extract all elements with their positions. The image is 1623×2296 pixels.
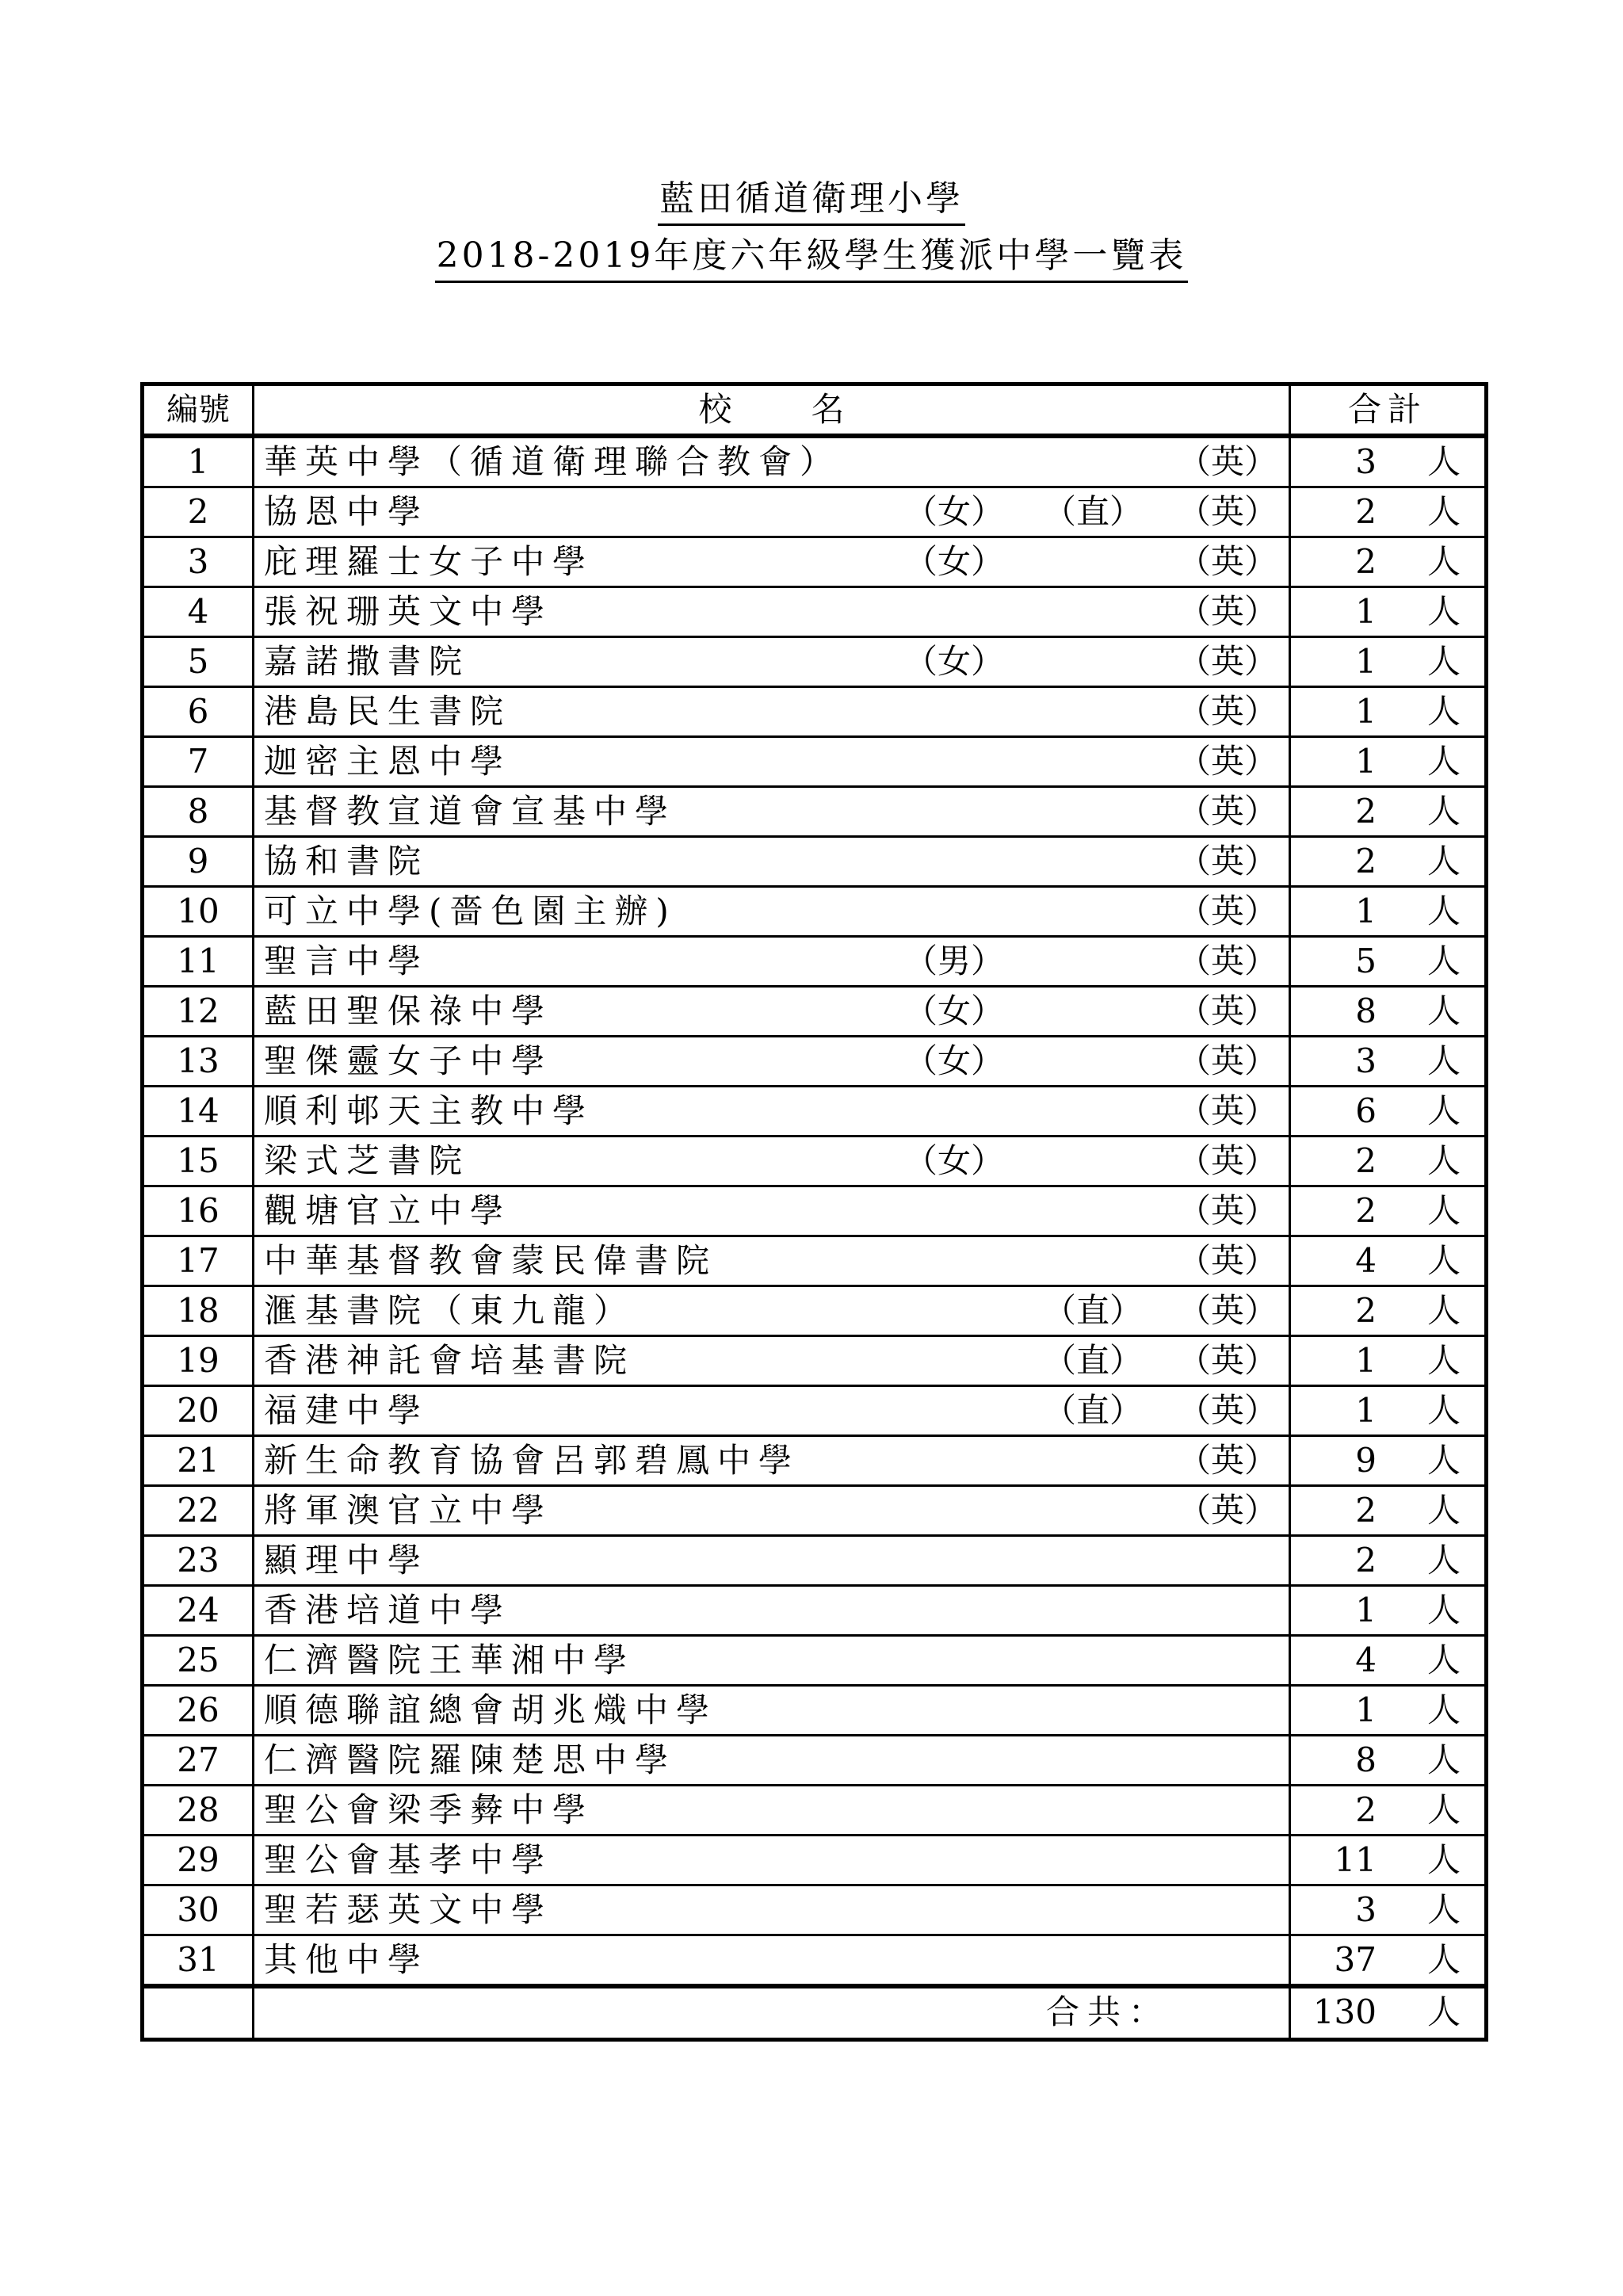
table-row: [143, 1486, 1487, 1536]
student-count: 1: [1355, 592, 1377, 631]
school-name: 聖公會梁季彜中學: [264, 1790, 594, 1829]
count-cell: [1290, 987, 1487, 1037]
student-count: 1: [1355, 742, 1377, 781]
school-name: 協和書院: [264, 842, 430, 881]
row-number: 10: [143, 887, 254, 937]
school-name-cell: [254, 1137, 1290, 1186]
count-unit: 人: [1426, 1041, 1461, 1080]
school-name-cell: [254, 1836, 1290, 1885]
student-count: 11: [1334, 1840, 1377, 1879]
student-count: 1: [1355, 692, 1377, 731]
table-row: [143, 787, 1487, 837]
table-row: [143, 487, 1487, 537]
school-name: 順德聯誼總會胡兆熾中學: [264, 1690, 718, 1729]
english-medium-tag: （英）: [1178, 792, 1278, 831]
english-medium-tag: （英）: [1178, 1441, 1278, 1480]
gender-tag: （女）: [904, 642, 1005, 681]
english-medium-tag: （英）: [1178, 492, 1278, 531]
school-name: 滙基書院（東九龍）: [264, 1291, 636, 1330]
english-medium-tag: （英）: [1178, 1091, 1278, 1130]
table-row: [143, 1436, 1487, 1486]
report-title: 2018-2019年度六年級學生獲派中學一覽表: [435, 233, 1189, 283]
school-name-cell: [254, 937, 1290, 987]
document-title-block: [0, 176, 1623, 290]
count-unit: 人: [1426, 1191, 1461, 1230]
count-cell: [1290, 1885, 1487, 1935]
school-name: 聖傑靈女子中學: [264, 1041, 553, 1080]
student-count: 2: [1355, 1141, 1377, 1180]
table-row: [143, 1736, 1487, 1786]
count-unit: 人: [1426, 792, 1461, 831]
count-unit: 人: [1426, 1541, 1461, 1580]
school-name: 華英中學（循道衛理聯合教會）: [264, 442, 842, 481]
table-row: [143, 436, 1487, 487]
row-number: 29: [143, 1836, 254, 1885]
table-body: [143, 436, 1487, 2040]
school-name: 福建中學: [264, 1391, 430, 1430]
student-count: 3: [1355, 442, 1377, 481]
student-count: 37: [1334, 1940, 1377, 1979]
count-unit: 人: [1426, 1840, 1461, 1879]
count-unit: 人: [1426, 842, 1461, 881]
table-row: [143, 587, 1487, 637]
row-number: 4: [143, 587, 254, 637]
english-medium-tag: （英）: [1178, 942, 1278, 980]
count-unit: 人: [1426, 892, 1461, 930]
school-name: 港島民生書院: [264, 692, 512, 731]
school-name: 聖公會基孝中學: [264, 1840, 553, 1879]
count-cell: [1290, 687, 1487, 737]
student-count: 8: [1355, 991, 1377, 1030]
school-name-cell: [254, 1236, 1290, 1286]
school-name-cell: [254, 436, 1290, 487]
table-row: [143, 1686, 1487, 1736]
row-number: 31: [143, 1935, 254, 1987]
school-name-cell: [254, 1885, 1290, 1935]
school-name-cell: [254, 1336, 1290, 1386]
english-medium-tag: （英）: [1178, 1141, 1278, 1180]
count-unit: 人: [1426, 1790, 1461, 1829]
school-name-cell: [254, 587, 1290, 637]
gender-tag: （女）: [904, 492, 1005, 531]
school-name: 協恩中學: [264, 492, 430, 531]
english-medium-tag: （英）: [1178, 442, 1278, 481]
english-medium-tag: （英）: [1178, 991, 1278, 1030]
student-count: 2: [1355, 1491, 1377, 1530]
student-count: 2: [1355, 1541, 1377, 1580]
table-row: [143, 987, 1487, 1037]
row-number: 14: [143, 1087, 254, 1137]
school-name: 順利邨天主教中學: [264, 1091, 594, 1130]
student-count: 3: [1355, 1041, 1377, 1080]
english-medium-tag: （英）: [1178, 892, 1278, 930]
count-cell: [1290, 737, 1487, 787]
school-name: 庇理羅士女子中學: [264, 542, 594, 581]
student-count: 4: [1355, 1241, 1377, 1280]
school-name-cell: [254, 1536, 1290, 1586]
english-medium-tag: （英）: [1178, 742, 1278, 781]
school-name-cell: [254, 987, 1290, 1037]
count-cell: [1290, 1386, 1487, 1436]
english-medium-tag: （英）: [1178, 1291, 1278, 1330]
school-name: 聖若瑟英文中學: [264, 1890, 553, 1929]
student-count: 5: [1355, 942, 1377, 980]
student-count: 6: [1355, 1091, 1377, 1130]
count-unit: 人: [1426, 642, 1461, 681]
row-number: 9: [143, 837, 254, 887]
school-name-cell: [254, 1486, 1290, 1536]
table-row: [143, 1636, 1487, 1686]
english-medium-tag: （英）: [1178, 1341, 1278, 1380]
direct-subsidy-tag: （直）: [1043, 1291, 1144, 1330]
row-number: 24: [143, 1586, 254, 1636]
count-unit: 人: [1426, 492, 1461, 531]
student-count: 2: [1355, 1191, 1377, 1230]
table-row: [143, 1137, 1487, 1186]
table-row: [143, 737, 1487, 787]
school-name: 基督教宣道會宣基中學: [264, 792, 677, 831]
school-name: 仁濟醫院王華湘中學: [264, 1641, 636, 1679]
total-label: 合共：: [1045, 1992, 1170, 2031]
student-count: 2: [1355, 1291, 1377, 1330]
school-name-cell: [254, 1786, 1290, 1836]
student-count: 2: [1355, 492, 1377, 531]
header-school-name: [254, 384, 1290, 437]
count-unit: 人: [1426, 991, 1461, 1030]
school-name-cell: [254, 1586, 1290, 1636]
count-cell: [1290, 587, 1487, 637]
count-unit: 人: [1426, 1690, 1461, 1729]
count-unit: 人: [1426, 1641, 1461, 1679]
student-count: 2: [1355, 542, 1377, 581]
english-medium-tag: （英）: [1178, 542, 1278, 581]
count-cell: [1290, 1636, 1487, 1686]
school-name: 中華基督教會蒙民偉書院: [264, 1241, 718, 1280]
total-label-cell: [254, 1986, 1290, 2040]
count-unit: 人: [1426, 942, 1461, 980]
school-name-cell: [254, 1386, 1290, 1436]
row-number: 13: [143, 1037, 254, 1087]
count-cell: [1290, 1286, 1487, 1336]
count-cell: [1290, 1336, 1487, 1386]
school-name: 將軍澳官立中學: [264, 1491, 553, 1530]
count-unit: 人: [1426, 1291, 1461, 1330]
english-medium-tag: （英）: [1178, 1391, 1278, 1430]
row-number: 18: [143, 1286, 254, 1336]
total-unit: 人: [1426, 1992, 1461, 2031]
school-name-cell: [254, 1186, 1290, 1236]
school-name-cell: [254, 887, 1290, 937]
gender-tag: （女）: [904, 991, 1005, 1030]
table-row: [143, 1885, 1487, 1935]
student-count: 9: [1355, 1441, 1377, 1480]
table-row: [143, 887, 1487, 937]
row-number: 25: [143, 1636, 254, 1686]
header-name-part2: 名: [811, 390, 845, 429]
student-count: 1: [1355, 642, 1377, 681]
school-name-title: 藍田循道衛理小學: [658, 176, 965, 226]
gender-tag: （女）: [904, 542, 1005, 581]
header-name-part1: 校: [698, 390, 732, 429]
english-medium-tag: （英）: [1178, 592, 1278, 631]
count-unit: 人: [1426, 592, 1461, 631]
table-row: [143, 837, 1487, 887]
english-medium-tag: （英）: [1178, 1191, 1278, 1230]
row-number: 17: [143, 1236, 254, 1286]
count-unit: 人: [1426, 1241, 1461, 1280]
student-count: 1: [1355, 1341, 1377, 1380]
row-number: 28: [143, 1786, 254, 1836]
table-header-row: [143, 384, 1487, 437]
school-name-cell: [254, 1686, 1290, 1736]
school-name-cell: [254, 1087, 1290, 1137]
school-name-cell: [254, 837, 1290, 887]
row-number: 16: [143, 1186, 254, 1236]
allocation-table-wrapper: [140, 382, 1484, 2042]
row-number: 19: [143, 1336, 254, 1386]
count-cell: [1290, 1037, 1487, 1087]
student-count: 2: [1355, 792, 1377, 831]
school-name: 藍田聖保祿中學: [264, 991, 553, 1030]
school-name: 聖言中學: [264, 942, 430, 980]
gender-tag: （女）: [904, 1141, 1005, 1180]
school-name-cell: [254, 1736, 1290, 1786]
count-cell: [1290, 937, 1487, 987]
total-number-cell: [143, 1986, 254, 2040]
school-name: 嘉諾撒書院: [264, 642, 471, 681]
table-row: [143, 1536, 1487, 1586]
row-number: 23: [143, 1536, 254, 1586]
school-name: 可立中學(嗇色園主辦): [264, 892, 677, 930]
total-row: [143, 1986, 1487, 2040]
row-number: 30: [143, 1885, 254, 1935]
student-count: 1: [1355, 1391, 1377, 1430]
row-number: 22: [143, 1486, 254, 1536]
count-unit: 人: [1426, 1141, 1461, 1180]
table-row: [143, 1836, 1487, 1885]
count-unit: 人: [1426, 442, 1461, 481]
count-cell: [1290, 1236, 1487, 1286]
school-name-cell: [254, 1436, 1290, 1486]
header-number: 編號: [143, 384, 254, 437]
student-count: 3: [1355, 1890, 1377, 1929]
count-unit: 人: [1426, 742, 1461, 781]
english-medium-tag: （英）: [1178, 692, 1278, 731]
student-count: 2: [1355, 842, 1377, 881]
row-number: 5: [143, 637, 254, 687]
table-row: [143, 1286, 1487, 1336]
school-name-cell: [254, 537, 1290, 587]
direct-subsidy-tag: （直）: [1043, 1341, 1144, 1380]
gender-tag: （男）: [904, 942, 1005, 980]
count-cell: [1290, 1836, 1487, 1885]
table-row: [143, 687, 1487, 737]
row-number: 21: [143, 1436, 254, 1486]
count-cell: [1290, 537, 1487, 587]
school-name-cell: [254, 1037, 1290, 1087]
count-cell: [1290, 787, 1487, 837]
english-medium-tag: （英）: [1178, 642, 1278, 681]
school-name-cell: [254, 637, 1290, 687]
row-number: 6: [143, 687, 254, 737]
count-cell: [1290, 1536, 1487, 1586]
count-unit: 人: [1426, 1441, 1461, 1480]
row-number: 8: [143, 787, 254, 837]
row-number: 15: [143, 1137, 254, 1186]
count-unit: 人: [1426, 1091, 1461, 1130]
row-number: 11: [143, 937, 254, 987]
table-row: [143, 1386, 1487, 1436]
school-name-cell: [254, 1636, 1290, 1686]
school-name: 新生命教育協會呂郭碧鳳中學: [264, 1441, 800, 1480]
table-row: [143, 1186, 1487, 1236]
row-number: 12: [143, 987, 254, 1037]
school-name: 顯理中學: [264, 1541, 430, 1580]
count-cell: [1290, 887, 1487, 937]
count-cell: [1290, 1786, 1487, 1836]
row-number: 7: [143, 737, 254, 787]
english-medium-tag: （英）: [1178, 1241, 1278, 1280]
count-unit: 人: [1426, 1341, 1461, 1380]
school-name: 其他中學: [264, 1940, 430, 1979]
count-cell: [1290, 1935, 1487, 1987]
count-cell: [1290, 1736, 1487, 1786]
count-unit: 人: [1426, 1740, 1461, 1779]
allocation-table: [140, 382, 1488, 2042]
count-unit: 人: [1426, 1890, 1461, 1929]
row-number: 3: [143, 537, 254, 587]
count-unit: 人: [1426, 692, 1461, 731]
school-name: 觀塘官立中學: [264, 1191, 512, 1230]
count-cell: [1290, 837, 1487, 887]
student-count: 4: [1355, 1641, 1377, 1679]
count-unit: 人: [1426, 542, 1461, 581]
school-name: 梁式芝書院: [264, 1141, 471, 1180]
table-row: [143, 1087, 1487, 1137]
student-count: 1: [1355, 1591, 1377, 1629]
school-name-cell: [254, 1935, 1290, 1987]
count-cell: [1290, 487, 1487, 537]
table-row: [143, 1935, 1487, 1987]
count-cell: [1290, 1186, 1487, 1236]
table-row: [143, 937, 1487, 987]
row-number: 1: [143, 436, 254, 487]
school-name-cell: [254, 687, 1290, 737]
header-total: 合計: [1290, 384, 1487, 437]
school-name: 張祝珊英文中學: [264, 592, 553, 631]
english-medium-tag: （英）: [1178, 1041, 1278, 1080]
school-name-cell: [254, 737, 1290, 787]
count-cell: [1290, 1137, 1487, 1186]
direct-subsidy-tag: （直）: [1043, 1391, 1144, 1430]
school-name: 仁濟醫院羅陳楚思中學: [264, 1740, 677, 1779]
direct-subsidy-tag: （直）: [1043, 492, 1144, 531]
count-unit: 人: [1426, 1491, 1461, 1530]
student-count: 1: [1355, 1690, 1377, 1729]
table-row: [143, 1037, 1487, 1087]
school-name: 香港培道中學: [264, 1591, 512, 1629]
school-name: 香港神託會培基書院: [264, 1341, 636, 1380]
count-cell: [1290, 1486, 1487, 1536]
english-medium-tag: （英）: [1178, 842, 1278, 881]
count-cell: [1290, 1436, 1487, 1486]
total-count-cell: [1290, 1986, 1487, 2040]
count-unit: 人: [1426, 1591, 1461, 1629]
row-number: 20: [143, 1386, 254, 1436]
count-cell: [1290, 1087, 1487, 1137]
english-medium-tag: （英）: [1178, 1491, 1278, 1530]
table-row: [143, 1786, 1487, 1836]
gender-tag: （女）: [904, 1041, 1005, 1080]
student-count: 2: [1355, 1790, 1377, 1829]
school-name-cell: [254, 1286, 1290, 1336]
school-name: 迦密主恩中學: [264, 742, 512, 781]
school-name-cell: [254, 787, 1290, 837]
count-unit: 人: [1426, 1940, 1461, 1979]
total-count: 130: [1312, 1992, 1377, 2031]
school-name-cell: [254, 487, 1290, 537]
student-count: 1: [1355, 892, 1377, 930]
student-count: 8: [1355, 1740, 1377, 1779]
table-row: [143, 637, 1487, 687]
table-row: [143, 1236, 1487, 1286]
table-row: [143, 537, 1487, 587]
table-row: [143, 1336, 1487, 1386]
count-cell: [1290, 637, 1487, 687]
count-cell: [1290, 1586, 1487, 1636]
count-cell: [1290, 436, 1487, 487]
count-cell: [1290, 1686, 1487, 1736]
table-row: [143, 1586, 1487, 1636]
count-unit: 人: [1426, 1391, 1461, 1430]
row-number: 26: [143, 1686, 254, 1736]
row-number: 27: [143, 1736, 254, 1786]
row-number: 2: [143, 487, 254, 537]
